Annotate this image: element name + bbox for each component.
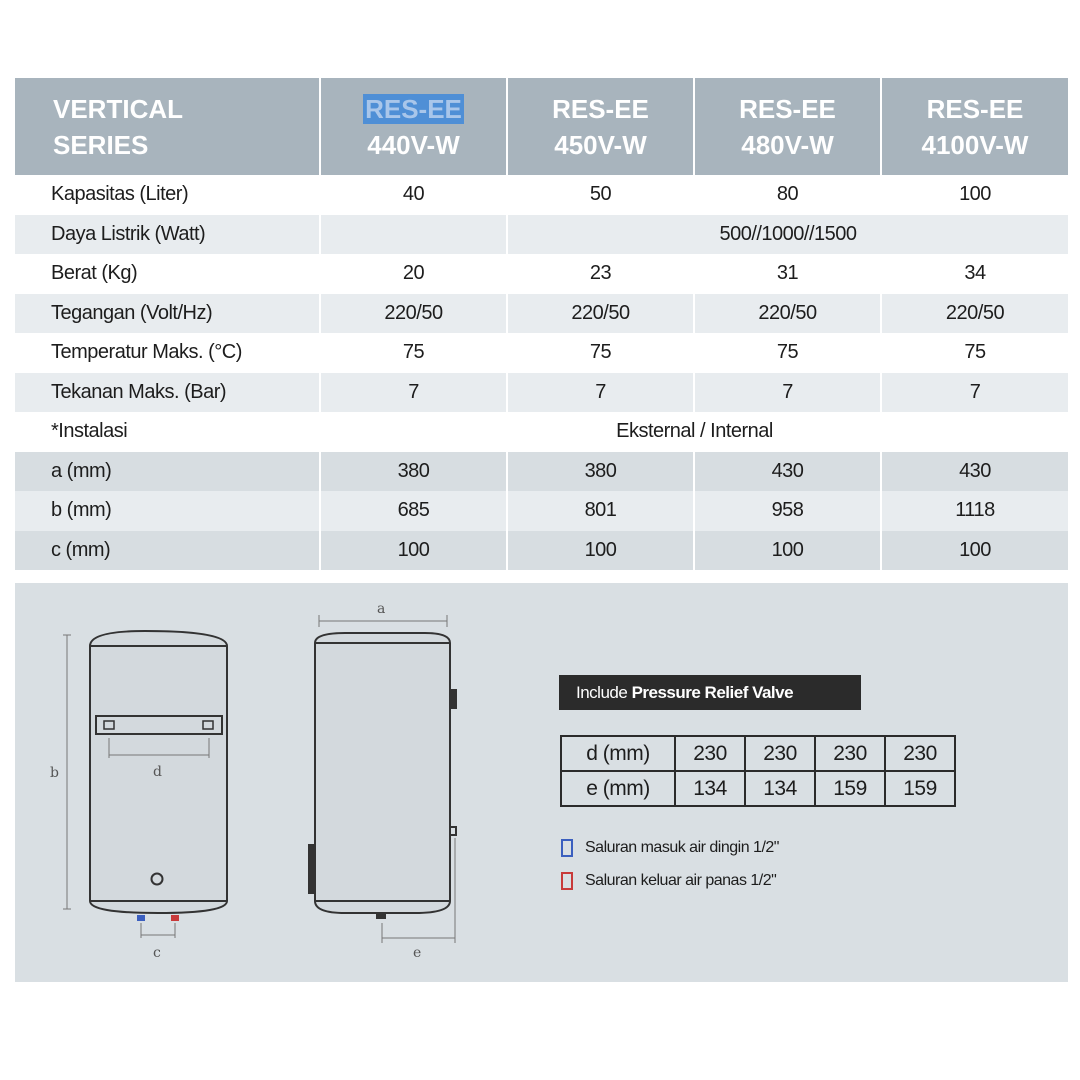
dim-b-label: b bbox=[50, 765, 59, 781]
cell-value: 430 bbox=[694, 452, 881, 492]
row-label: a (mm) bbox=[15, 452, 320, 492]
dim-value: 230 bbox=[815, 736, 885, 771]
model-header bbox=[507, 78, 694, 175]
cell-value: 75 bbox=[507, 333, 694, 373]
cell-value: 801 bbox=[507, 491, 694, 531]
row-label: b (mm) bbox=[15, 491, 320, 531]
row-daya bbox=[15, 215, 1068, 255]
row-label: Daya Listrik (Watt) bbox=[15, 215, 320, 255]
cell-value: 20 bbox=[320, 254, 507, 294]
legend-hot-label: Saluran keluar air panas 1/2" bbox=[585, 871, 777, 889]
row-label: Berat (Kg) bbox=[51, 262, 138, 285]
pipe-legend bbox=[560, 831, 779, 897]
cell-value: 380 bbox=[507, 452, 694, 492]
model-name: RES-EE bbox=[926, 93, 1024, 124]
legend-cold-label: Saluran masuk air dingin 1/2" bbox=[585, 838, 779, 856]
row-label: Kapasitas (Liter) bbox=[51, 183, 189, 206]
model-code: 4100V-W bbox=[921, 129, 1029, 160]
dim-row-label: e (mm) bbox=[561, 771, 675, 806]
row-a bbox=[15, 452, 1068, 492]
dim-value: 159 bbox=[815, 771, 885, 806]
valve-prefix: Include bbox=[576, 683, 628, 702]
dim-d-label: d bbox=[153, 764, 162, 780]
cell-value-merged: Eksternal / Internal bbox=[320, 412, 1068, 452]
legend-item-cold bbox=[560, 831, 779, 864]
cell-value: 1118 bbox=[881, 491, 1068, 531]
row-label: Temperatur Maks. (°C) bbox=[51, 341, 242, 364]
hot-outlet-icon bbox=[561, 872, 573, 890]
cell-value: 7 bbox=[881, 373, 1068, 413]
model-name: RES-EE bbox=[739, 93, 836, 124]
model-name: RES-EE bbox=[552, 93, 649, 124]
dim-value: 230 bbox=[745, 736, 815, 771]
model-code: 440V-W bbox=[367, 129, 460, 160]
cell-value: 7 bbox=[320, 373, 507, 413]
row-temperatur bbox=[15, 333, 1068, 373]
series-title-line2: SERIES bbox=[53, 129, 149, 160]
hot-outlet-pipe bbox=[171, 915, 179, 921]
cell-value: 75 bbox=[694, 333, 881, 373]
dim-value: 230 bbox=[885, 736, 955, 771]
header-row bbox=[15, 78, 1068, 175]
dim-row-label: d (mm) bbox=[561, 736, 675, 771]
cell-value: 220/50 bbox=[881, 294, 1068, 334]
model-code: 480V-W bbox=[741, 129, 834, 160]
cell-value: 7 bbox=[694, 373, 881, 413]
dim-value: 134 bbox=[745, 771, 815, 806]
dimension-table bbox=[560, 735, 956, 807]
row-b bbox=[15, 491, 1068, 531]
cell-value: 100 bbox=[881, 175, 1068, 215]
cell-value: 50 bbox=[507, 175, 694, 215]
dim-a-label: a bbox=[377, 601, 386, 617]
cell-value: 31 bbox=[694, 254, 881, 294]
legend-item-hot bbox=[560, 864, 779, 897]
cell-value: 958 bbox=[694, 491, 881, 531]
row-label: Tegangan (Volt/Hz) bbox=[15, 294, 320, 334]
cell-empty bbox=[320, 215, 507, 255]
cell-value: 100 bbox=[881, 531, 1068, 571]
cell-value: 34 bbox=[881, 254, 1068, 294]
cell-value: 430 bbox=[881, 452, 1068, 492]
series-title-line1: VERTICAL bbox=[53, 93, 183, 124]
cell-value: 220/50 bbox=[694, 294, 881, 334]
row-label: c (mm) bbox=[15, 531, 320, 571]
dim-value: 230 bbox=[675, 736, 745, 771]
series-title bbox=[15, 78, 320, 175]
model-header bbox=[320, 78, 507, 175]
model-name-highlighted: RES-EE bbox=[365, 93, 462, 124]
cell-value: 100 bbox=[507, 531, 694, 571]
cell-value: 220/50 bbox=[507, 294, 694, 334]
row-berat bbox=[15, 254, 1068, 294]
row-c bbox=[15, 531, 1068, 571]
pressure-relief-valve-banner bbox=[559, 675, 861, 710]
dim-e-label: e bbox=[413, 945, 422, 961]
cell-value: 685 bbox=[320, 491, 507, 531]
spec-table bbox=[15, 78, 1068, 570]
cell-value: 75 bbox=[881, 333, 1068, 373]
row-kapasitas bbox=[15, 175, 1068, 215]
dim-row-d bbox=[561, 736, 955, 771]
dim-value: 134 bbox=[675, 771, 745, 806]
row-label: Tekanan Maks. (Bar) bbox=[15, 373, 320, 413]
cell-value: 7 bbox=[507, 373, 694, 413]
cell-value: 100 bbox=[320, 531, 507, 571]
valve-name: Pressure Relief Valve bbox=[631, 683, 794, 702]
side-view-drawing bbox=[309, 633, 456, 918]
row-instalasi bbox=[15, 412, 1068, 452]
cell-value: 23 bbox=[507, 254, 694, 294]
cell-value: 220/50 bbox=[320, 294, 507, 334]
cold-inlet-icon bbox=[561, 839, 573, 857]
model-code: 450V-W bbox=[554, 129, 647, 160]
cell-value: 100 bbox=[694, 531, 881, 571]
cell-value-merged: 500//1000//1500 bbox=[507, 215, 1068, 255]
cell-value: 380 bbox=[320, 452, 507, 492]
diagram-panel bbox=[15, 583, 1068, 982]
cold-inlet-pipe bbox=[137, 915, 145, 921]
dim-value: 159 bbox=[885, 771, 955, 806]
cell-value: 40 bbox=[320, 175, 507, 215]
dim-c-label: c bbox=[153, 945, 161, 961]
cell-value: 80 bbox=[694, 175, 881, 215]
row-tekanan bbox=[15, 373, 1068, 413]
row-tegangan bbox=[15, 294, 1068, 334]
model-header bbox=[881, 78, 1068, 175]
cell-value: 75 bbox=[320, 333, 507, 373]
row-label: *Instalasi bbox=[51, 420, 128, 443]
model-header bbox=[694, 78, 881, 175]
dim-row-e bbox=[561, 771, 955, 806]
